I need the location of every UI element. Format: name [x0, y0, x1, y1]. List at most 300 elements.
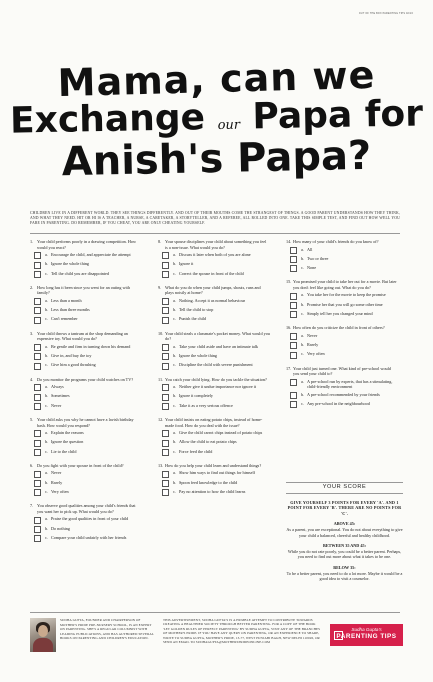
option-letter: b.: [45, 479, 49, 485]
question-number: 4.: [30, 376, 34, 382]
answer-option[interactable]: [162, 393, 270, 400]
question-text: [30, 331, 142, 342]
question-number: 1.: [30, 239, 34, 244]
option-letter: b.: [301, 301, 305, 307]
question-1: [30, 239, 142, 278]
option-text: Give him a good thrashing: [51, 362, 96, 368]
option-letter: b.: [45, 393, 49, 399]
answer-option[interactable]: [34, 489, 142, 496]
option-text: Ignore the question: [51, 439, 84, 445]
author-bio: SUDHA GUPTA, FOUNDER AND CHAIRPERSON OF MOTHER'S PRIDE PRE-NURSERY SCHOOL, IS AN EXPERT ON PARENTING. SHE'S A REGULAR COLUMNIST WITH LEADING PUBLICATIONS, AND HAS AUTHORED SEVERAL BOOKS ON PARENTING AND CHILDREN'S EDUCATION.: [60, 618, 154, 641]
answer-option[interactable]: [34, 384, 142, 391]
answer-checkbox[interactable]: [290, 247, 297, 254]
question-15: [286, 279, 398, 318]
question-number: 11.: [158, 376, 164, 382]
answer-checkbox[interactable]: [34, 480, 41, 487]
answer-checkbox[interactable]: [290, 311, 297, 318]
answer-checkbox[interactable]: [290, 302, 297, 309]
answer-option[interactable]: [162, 261, 270, 268]
option-text: Promise her that you will go some other time: [307, 301, 383, 307]
question-text: [30, 285, 142, 296]
option-letter: c.: [301, 265, 304, 271]
question-4: [30, 377, 142, 410]
answer-checkbox[interactable]: [162, 307, 169, 314]
answer-option[interactable]: [162, 384, 270, 391]
option-letter: c.: [173, 270, 176, 276]
question-number: 9.: [158, 284, 162, 290]
question-number: 12.: [158, 417, 164, 423]
option-letter: a.: [45, 516, 48, 522]
option-letter: c.: [45, 316, 48, 322]
question-text: [286, 279, 398, 290]
option-letter: c.: [45, 534, 48, 540]
question-5: [30, 417, 142, 456]
question-14: [286, 239, 398, 272]
question-7: [30, 503, 142, 542]
question-prompt: How long has it been since you went for an outing with family?: [37, 284, 130, 296]
answer-option[interactable]: [34, 480, 142, 487]
question-number: 6.: [30, 462, 34, 468]
option-letter: a.: [173, 252, 176, 257]
answer-option[interactable]: [34, 470, 142, 477]
option-text: Very often: [51, 489, 69, 495]
option-letter: c.: [173, 362, 176, 368]
answer-checkbox[interactable]: [290, 342, 297, 349]
question-8: [158, 239, 270, 278]
option-text: Be gentle and firm in turning down his demand: [51, 343, 131, 349]
answer-checkbox[interactable]: [34, 430, 41, 437]
option-text: Force feed the child: [179, 448, 213, 454]
option-text: Discuss it later when both of you are alone: [179, 252, 251, 257]
answer-option[interactable]: [162, 252, 270, 259]
answer-checkbox[interactable]: [162, 298, 169, 305]
question-number: 7.: [30, 503, 34, 509]
question-text: [30, 417, 142, 428]
option-text: All: [307, 246, 313, 252]
option-letter: a.: [45, 252, 48, 257]
answer-option[interactable]: [162, 298, 270, 305]
answer-checkbox[interactable]: [34, 489, 41, 496]
answer-option[interactable]: [34, 353, 142, 360]
answer-checkbox[interactable]: [162, 252, 169, 259]
headline: [0, 52, 433, 186]
answer-checkbox[interactable]: [162, 430, 169, 437]
option-text: Ignore it: [179, 261, 194, 267]
option-text: Simply tell her you changed your mind: [307, 310, 373, 316]
option-letter: b.: [301, 255, 305, 261]
answer-checkbox[interactable]: [34, 384, 41, 391]
answer-option[interactable]: [162, 470, 270, 477]
answer-option[interactable]: [34, 449, 142, 456]
option-text: Never: [307, 332, 318, 338]
headline-line-1: Mama, can we: [57, 52, 376, 106]
brand-logo: [330, 624, 403, 646]
answer-checkbox[interactable]: [290, 265, 297, 272]
question-text: [30, 239, 142, 250]
answer-option[interactable]: [34, 261, 142, 268]
option-letter: a.: [173, 343, 176, 349]
score-panel: [286, 482, 403, 582]
answer-checkbox[interactable]: [34, 252, 41, 259]
question-number: 8.: [158, 239, 162, 244]
question-text: [286, 366, 398, 377]
option-text: Always: [51, 384, 64, 390]
option-text: Less than three months: [51, 307, 90, 313]
question-prompt: What do you do when your child jumps, shouts, runs and plays noisily at home?: [165, 284, 261, 296]
option-letter: c.: [45, 270, 48, 276]
answer-option[interactable]: [162, 403, 270, 410]
answer-checkbox[interactable]: [34, 526, 41, 533]
answer-checkbox[interactable]: [34, 535, 41, 542]
answer-checkbox[interactable]: [290, 379, 297, 386]
option-letter: b.: [45, 353, 49, 359]
footer-divider: [30, 612, 400, 613]
question-number: 13.: [158, 462, 164, 468]
answer-checkbox[interactable]: [34, 394, 41, 401]
answer-option[interactable]: [290, 401, 398, 408]
option-letter: a.: [45, 384, 48, 390]
answer-option[interactable]: [162, 430, 270, 437]
question-prompt: How many of your child's friends do you know of?: [293, 239, 379, 244]
option-letter: c.: [301, 310, 304, 316]
option-letter: a.: [173, 470, 176, 476]
question-12: [158, 417, 270, 456]
option-letter: c.: [45, 489, 48, 495]
answer-option[interactable]: [162, 316, 270, 323]
answer-checkbox[interactable]: [34, 307, 41, 314]
question-17: [286, 366, 398, 409]
question-text: [158, 331, 270, 342]
answer-option[interactable]: [162, 489, 270, 496]
answer-option[interactable]: [162, 271, 270, 278]
question-9: [158, 285, 270, 324]
brand-bottom: PARENTING TIPS: [336, 633, 397, 640]
answer-checkbox[interactable]: [162, 440, 169, 447]
score-mid-heading: BETWEEN 35 AND 45:: [323, 543, 366, 549]
option-text: None: [307, 265, 317, 271]
question-prompt: You promised your child to take her out for a movie. But later you don't feel like going out. What do you do?: [293, 279, 397, 290]
option-text: Show him ways to find out things for himself: [179, 470, 256, 476]
answer-option[interactable]: [34, 526, 142, 533]
option-text: Nothing. Accept it as normal behaviour: [179, 297, 246, 303]
answer-option[interactable]: [34, 252, 142, 259]
option-letter: c.: [173, 489, 176, 495]
question-prompt: Your child asks you why he cannot have a lavish birthday bash. How would you respond?: [37, 417, 134, 428]
option-letter: a.: [45, 470, 48, 476]
option-text: Neither give it undue importance nor ignore it: [179, 384, 257, 390]
score-rule: GIVE YOURSELF 3 POINTS FOR EVERY 'A'. AND 1 POINT FOR EVERY 'B'. THERE ARE NO POINTS FOR 'C'.: [287, 499, 402, 516]
option-letter: a.: [173, 297, 176, 303]
answer-option[interactable]: [162, 449, 270, 456]
option-letter: a.: [173, 430, 176, 436]
option-letter: c.: [45, 402, 48, 408]
answer-checkbox[interactable]: [162, 384, 169, 391]
option-text: Tell the child to stop: [179, 307, 214, 313]
option-text: Give the child carrot chips instead of potato chips: [179, 430, 263, 436]
option-text: Rarely: [51, 479, 63, 485]
answer-checkbox[interactable]: [290, 352, 297, 359]
option-text: You take her for the movie to keep the promise: [307, 292, 386, 298]
option-letter: b.: [45, 261, 49, 267]
question-6: [30, 463, 142, 496]
question-text: [286, 239, 398, 245]
option-letter: c.: [173, 448, 176, 454]
answer-checkbox[interactable]: [162, 363, 169, 370]
answer-option[interactable]: [34, 393, 142, 400]
option-text: Ignore the whole thing: [179, 353, 218, 359]
answer-checkbox[interactable]: [290, 401, 297, 408]
answer-checkbox[interactable]: [290, 256, 297, 263]
question-prompt: Your child insists on eating potato chips, instead of home-made food. How do you deal with the issue?: [165, 417, 263, 428]
option-text: Sometimes: [51, 393, 70, 399]
score-below-heading: BELOW 35:: [333, 564, 356, 570]
score-below-text: To be a better parent, you need to do a lot more. Maybe it would be a good idea to visit a counselor.: [286, 570, 403, 582]
question-text: [158, 239, 270, 250]
answer-option[interactable]: [290, 265, 398, 272]
answer-checkbox[interactable]: [162, 449, 169, 456]
headline-line-3: Anish's Papa?: [61, 132, 372, 186]
option-letter: c.: [173, 402, 176, 408]
answer-option[interactable]: [34, 516, 142, 523]
answer-checkbox[interactable]: [162, 480, 169, 487]
answer-option[interactable]: [290, 292, 398, 299]
option-letter: b.: [173, 479, 177, 485]
score-above-heading: ABOVE 45:: [333, 521, 356, 527]
answer-option[interactable]: [34, 307, 142, 314]
question-number: 3.: [30, 330, 34, 336]
answer-checkbox[interactable]: [162, 353, 169, 360]
option-text: Can't remember: [51, 316, 78, 322]
option-text: Rarely: [307, 342, 319, 348]
gift-icon: [334, 631, 343, 640]
option-text: Never: [51, 402, 62, 408]
question-number: 10.: [158, 330, 164, 336]
option-text: Praise the good qualities in front of your child: [51, 516, 129, 522]
answer-option[interactable]: [162, 344, 270, 351]
answer-option[interactable]: [34, 344, 142, 351]
score-above-text: As a parent, you are exceptional. You do not about everything to give your child a balanced, cheerful and healthy childhood.: [286, 526, 403, 538]
answer-option[interactable]: [34, 298, 142, 305]
option-text: A pre-school recommended by your friends: [307, 391, 380, 397]
answer-checkbox[interactable]: [34, 298, 41, 305]
answer-option[interactable]: [290, 256, 398, 263]
option-letter: a.: [45, 343, 48, 349]
answer-checkbox[interactable]: [162, 262, 169, 269]
option-letter: b.: [301, 342, 305, 348]
answer-option[interactable]: [34, 271, 142, 278]
option-text: Correct the spouse in front of the child: [179, 270, 244, 276]
question-text: [286, 325, 398, 331]
question-prompt: Your spouse disciplines your child about something you feel is a non-issue. What would you do?: [165, 239, 267, 250]
question-number: 16.: [286, 325, 292, 331]
option-letter: b.: [173, 261, 177, 267]
option-letter: c.: [173, 316, 176, 322]
answer-checkbox[interactable]: [34, 440, 41, 447]
option-letter: b.: [45, 439, 49, 445]
questions-column-3: [286, 239, 398, 415]
option-text: Allow the child to eat potato chips: [179, 439, 237, 445]
question-text: [158, 463, 270, 469]
headline-word-papa-for: Papa for: [252, 93, 424, 138]
question-text: [30, 463, 142, 469]
option-letter: c.: [301, 400, 304, 406]
option-letter: a.: [301, 378, 304, 384]
question-text: [158, 377, 270, 383]
footer: [30, 618, 403, 654]
answer-checkbox[interactable]: [34, 344, 41, 351]
answer-checkbox[interactable]: [34, 317, 41, 324]
question-2: [30, 285, 142, 324]
option-letter: b.: [173, 353, 177, 359]
question-number: 17.: [286, 365, 292, 371]
question-3: [30, 331, 142, 370]
answer-option[interactable]: [290, 302, 398, 309]
intro-paragraph: CHILDREN LIVE IN A DIFFERENT WORLD. THEY SEE THINGS DIFFERENTLY. AND OUT OF THEIR MOUTHS COME THE STRANGEST OF THINGS. A GOOD PARENT UNDERSTANDS HOW THEY THINK, AND WHAT THEY NEED. HIT OR HI IS A TEACHER, A NURSE, A CARETAKER, A STORYTELLER, AND A REFEREE, ALL ROLLED INTO ONE. TAKE THIS SIMPLE TEST, AND FIND OUT HOW WELL YOU FARE IN PARENTING. DO REMEMBER, IF YOU CHEAT, YOU ARE ONLY CHEATING YOURSELF.: [30, 211, 400, 226]
headline-word-exchange: Exchange: [9, 97, 206, 142]
option-text: Take your child aside and have an intimate talk: [179, 343, 259, 349]
option-text: Tell the child you are disappointed: [51, 270, 109, 276]
question-10: [158, 331, 270, 370]
answer-option[interactable]: [290, 379, 398, 390]
answer-checkbox[interactable]: [162, 271, 169, 278]
answer-option[interactable]: [34, 535, 142, 542]
option-text: Never: [51, 470, 62, 476]
option-text: Take it as a very serious offence: [179, 402, 233, 408]
question-16: [286, 325, 398, 358]
option-text: Spoon feed knowledge to the child: [179, 479, 238, 485]
answer-option[interactable]: [34, 316, 142, 323]
option-letter: b.: [173, 307, 177, 313]
score-mid-text: While you do not rate poorly, you could be a better parent. Perhaps, you need to find out more about what it takes to be one.: [287, 548, 402, 560]
option-letter: a.: [173, 384, 176, 390]
question-prompt: Do you monitor the programs your child watches on TV?: [37, 376, 134, 382]
option-letter: b.: [301, 391, 305, 397]
question-number: 15.: [286, 279, 292, 285]
answer-option[interactable]: [34, 362, 142, 369]
answer-checkbox[interactable]: [34, 471, 41, 478]
option-letter: a.: [301, 332, 304, 338]
answer-checkbox[interactable]: [34, 353, 41, 360]
option-text: Discipline the child with severe punishment: [179, 362, 253, 368]
option-text: Ignore it completely: [179, 393, 213, 399]
answer-option[interactable]: [290, 351, 398, 358]
answer-checkbox[interactable]: [162, 471, 169, 478]
answer-option[interactable]: [290, 311, 398, 318]
option-letter: a.: [301, 246, 304, 252]
answer-checkbox[interactable]: [34, 449, 41, 456]
option-text: Any pre-school in the neighbourhood: [307, 400, 370, 406]
option-letter: b.: [45, 307, 49, 313]
questions-column-2: [158, 239, 270, 503]
answer-option[interactable]: [162, 362, 270, 369]
answer-checkbox[interactable]: [162, 394, 169, 401]
option-text: Ignore the whole thing: [51, 261, 90, 267]
option-letter: c.: [45, 448, 48, 454]
answer-checkbox[interactable]: [162, 344, 169, 351]
answer-checkbox[interactable]: [34, 363, 41, 370]
question-text: [158, 417, 270, 428]
answer-checkbox[interactable]: [162, 403, 169, 410]
question-prompt: You catch your child lying. How do you tackle the situation?: [165, 376, 267, 382]
answer-checkbox[interactable]: [34, 517, 41, 524]
answer-option[interactable]: [162, 439, 270, 446]
question-text: [30, 503, 142, 514]
option-text: A pre-school run by experts, that has a stimulating, child-friendly environment: [307, 378, 393, 390]
question-prompt: Your child throws a tantrum at the shop demanding an expensive toy. What would you do?: [37, 330, 128, 342]
answer-checkbox[interactable]: [34, 271, 41, 278]
answer-checkbox[interactable]: [162, 317, 169, 324]
answer-option[interactable]: [290, 342, 398, 349]
question-prompt: Do you fight with your spouse in front of the child?: [37, 462, 124, 468]
option-letter: a.: [45, 430, 48, 436]
option-text: Two or three: [307, 255, 329, 261]
question-prompt: How often do you criticize the child in front of others?: [293, 325, 385, 331]
footer-note: THIS ADVERTISEMENT, SUDHA GUPTA'S IS A HUMBLE ATTEMPT TO CONTRIBUTE TOWARDS CREATING A HEALTHIER SOCIETY THROUGH BETTER PARENTING. FOR A COPY OF THE BOOK 'LET GOLDEN RULES OF PERFECT PARENTING' BY SUDHA GUPTA, VISIT ANY OF THE BRANCHES OF MOTHER'S PRIDE. IF YOU HAVE ANY QUERY ON PARENTING, OR AN EXPERIENCE TO SHARE, WRITE TO SUDHA GUPTA, MOTHER'S PRIDE, 13-77, WEST PUNJABI BAGH, NEW DELHI 110026, OR SEND AN EMAIL TO SUDHAGUPTA@MOTHERSPRIDEONLINE.COM: [163, 618, 321, 645]
question-prompt: Your child performs poorly in a drawing competition. How would you react?: [37, 239, 137, 250]
question-text: [158, 285, 270, 296]
answer-option[interactable]: [34, 430, 142, 437]
question-number: 2.: [30, 284, 34, 290]
option-letter: b.: [173, 393, 177, 399]
option-text: Do nothing: [51, 525, 70, 531]
option-text: Less than a month: [51, 297, 82, 303]
answer-option[interactable]: [34, 439, 142, 446]
answer-option[interactable]: [290, 333, 398, 340]
score-title: YOUR SCORE: [286, 482, 403, 494]
option-letter: a.: [301, 292, 304, 298]
question-prompt: How do you help your child learn and understand things?: [165, 462, 262, 468]
option-text: Compare your child unfairly with her friends: [51, 534, 127, 540]
question-number: 5.: [30, 417, 34, 423]
answer-checkbox[interactable]: [34, 262, 41, 269]
option-text: Punish the child: [179, 316, 206, 322]
option-text: Explain the reasons: [51, 430, 84, 436]
option-text: Very often: [307, 351, 325, 357]
option-letter: b.: [173, 439, 177, 445]
questions-column-1: [30, 239, 142, 549]
option-text: Encourage the child, and appreciate the attempt: [51, 252, 131, 257]
option-text: Pay no attention to how the child learns: [179, 489, 246, 495]
answer-checkbox[interactable]: [290, 392, 297, 399]
answer-checkbox[interactable]: [162, 489, 169, 496]
answer-checkbox[interactable]: [34, 403, 41, 410]
answer-option[interactable]: [162, 353, 270, 360]
answer-option[interactable]: [162, 307, 270, 314]
headline-word-our: our: [217, 117, 241, 133]
answer-option[interactable]: [34, 403, 142, 410]
question-13: [158, 463, 270, 496]
divider: [30, 233, 400, 234]
answer-checkbox[interactable]: [290, 333, 297, 340]
option-letter: b.: [45, 525, 49, 531]
question-prompt: Your child just turned one. What kind of pre-school would you send your child to?: [293, 365, 391, 377]
option-letter: c.: [45, 362, 48, 368]
answer-option[interactable]: [290, 247, 398, 254]
option-letter: c.: [301, 351, 304, 357]
question-prompt: You observe good qualities among your child's friends that you want her to pick up. What would you do?: [37, 503, 136, 514]
question-11: [158, 377, 270, 410]
question-text: [30, 377, 142, 383]
author-photo: [30, 618, 56, 652]
issue-tag: OUT OF THE BOX PARENTING TIPS 02/16: [358, 12, 413, 15]
question-prompt: Your child steals a classmate's pocket money. What would you do?: [165, 330, 270, 342]
answer-checkbox[interactable]: [290, 293, 297, 300]
option-letter: a.: [45, 297, 48, 303]
question-number: 14.: [286, 239, 292, 244]
option-text: Give in, and buy the toy: [51, 353, 92, 359]
answer-option[interactable]: [290, 392, 398, 399]
answer-option[interactable]: [162, 480, 270, 487]
